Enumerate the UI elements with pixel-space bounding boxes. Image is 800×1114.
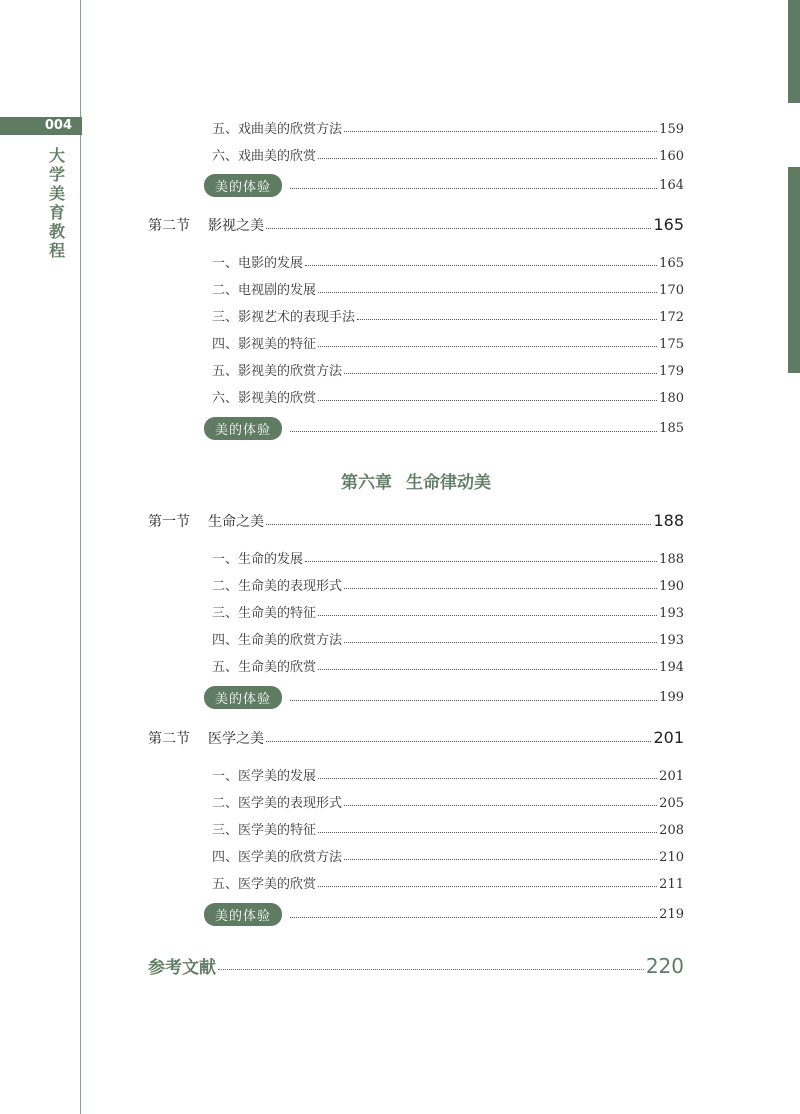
- chapter-title[interactable]: 第六章 生命律动美: [341, 473, 491, 493]
- references-page: 220: [645, 954, 684, 978]
- toc-entry-label: 一、生命的发展: [212, 552, 304, 567]
- toc-entry-label: 二、医学美的表现形式: [212, 796, 343, 811]
- toc-entry-page: 193: [659, 633, 684, 648]
- toc-entry[interactable]: [212, 279, 684, 298]
- toc-entry[interactable]: [212, 333, 684, 352]
- toc-entry-label: 六、影视美的欣赏: [212, 391, 317, 406]
- experience-entry[interactable]: [204, 417, 684, 440]
- experience-badge: 美的体验: [204, 417, 282, 440]
- toc-entry-page: 165: [659, 256, 684, 271]
- section-number: 第二节: [148, 218, 190, 234]
- toc-entry-label: 二、电视剧的发展: [212, 283, 317, 298]
- toc-entry-label: 五、医学美的欣赏: [212, 877, 317, 892]
- toc-entry-label: 二、生命美的表现形式: [212, 579, 343, 594]
- edge-tab-middle: [788, 167, 800, 373]
- section-number: 第一节: [148, 514, 190, 530]
- toc-entry[interactable]: [212, 873, 684, 892]
- dot-leader: [318, 777, 657, 779]
- toc-entry-page: 199: [659, 690, 684, 705]
- dot-leader: [318, 614, 657, 616]
- dot-leader: [318, 668, 657, 670]
- toc-entry-page: 179: [659, 364, 684, 379]
- toc-entry-page: 210: [659, 850, 684, 865]
- dot-leader: [344, 130, 657, 132]
- toc-entry[interactable]: [212, 575, 684, 594]
- toc-entry[interactable]: [212, 819, 684, 838]
- experience-entry[interactable]: [204, 903, 684, 926]
- dot-leader: [305, 264, 657, 266]
- toc-entry-label: 三、医学美的特征: [212, 823, 317, 838]
- section-heading[interactable]: [148, 728, 684, 748]
- section-title: 影视之美: [208, 218, 264, 234]
- dot-leader: [266, 523, 651, 525]
- edge-tab-top: [788, 0, 800, 103]
- dot-leader: [218, 968, 644, 970]
- section-number: 第二节: [148, 731, 190, 747]
- toc-entry-page: 175: [659, 337, 684, 352]
- dot-leader: [266, 227, 651, 229]
- dot-leader: [266, 740, 651, 742]
- section-page: 188: [653, 511, 684, 530]
- toc-entry[interactable]: [212, 252, 684, 271]
- experience-entry[interactable]: [204, 686, 684, 709]
- toc-entry-label: 一、医学美的发展: [212, 769, 317, 784]
- toc-entry-label: 五、影视美的欣赏方法: [212, 364, 343, 379]
- toc-entry[interactable]: [212, 846, 684, 865]
- toc-entry-label: 五、生命美的欣赏: [212, 660, 317, 675]
- dot-leader: [305, 560, 657, 562]
- toc-entry-page: 180: [659, 391, 684, 406]
- toc-entry[interactable]: [212, 118, 684, 137]
- toc-entry-label: 三、影视艺术的表现手法: [212, 310, 356, 325]
- dot-leader: [344, 587, 657, 589]
- toc-entry-page: 205: [659, 796, 684, 811]
- toc-entry[interactable]: [212, 792, 684, 811]
- toc-entry-label: 五、戏曲美的欣赏方法: [212, 122, 343, 137]
- toc-entry-label: 一、电影的发展: [212, 256, 304, 271]
- toc-entry-page: 219: [659, 907, 684, 922]
- toc-entry-label: 四、医学美的欣赏方法: [212, 850, 343, 865]
- book-title-vertical: 大学美育教程: [48, 146, 65, 260]
- section-title: 医学之美: [208, 731, 264, 747]
- toc-entry[interactable]: [212, 387, 684, 406]
- section-page: 165: [653, 215, 684, 234]
- dot-leader: [318, 885, 657, 887]
- experience-badge: 美的体验: [204, 174, 282, 197]
- toc-entry-page: 160: [659, 149, 684, 164]
- section-page: 201: [653, 728, 684, 747]
- experience-entry[interactable]: [204, 174, 684, 197]
- toc-entry-page: 208: [659, 823, 684, 838]
- toc-entry[interactable]: [212, 548, 684, 567]
- toc-entry-page: 159: [659, 122, 684, 137]
- dot-leader: [344, 372, 657, 374]
- toc-entry-page: 172: [659, 310, 684, 325]
- section-title: 生命之美: [208, 514, 264, 530]
- toc-entry[interactable]: [212, 656, 684, 675]
- dot-leader: [290, 430, 657, 432]
- toc-entry[interactable]: [212, 360, 684, 379]
- dot-leader: [357, 318, 657, 320]
- dot-leader: [318, 157, 657, 159]
- toc-entry-page: 194: [659, 660, 684, 675]
- toc-entry-label: 三、生命美的特征: [212, 606, 317, 621]
- dot-leader: [344, 858, 657, 860]
- dot-leader: [344, 641, 657, 643]
- toc-entry-page: 211: [659, 877, 684, 892]
- experience-badge: 美的体验: [204, 686, 282, 709]
- toc-entry[interactable]: [212, 629, 684, 648]
- toc-entry-label: 四、生命美的欣赏方法: [212, 633, 343, 648]
- dot-leader: [318, 399, 657, 401]
- toc-entry[interactable]: [212, 306, 684, 325]
- toc-entry-page: 188: [659, 552, 684, 567]
- margin-rule: [80, 0, 81, 1114]
- toc-entry-label: 六、戏曲美的欣赏: [212, 149, 317, 164]
- toc-entry[interactable]: [212, 602, 684, 621]
- toc-entry-page: 185: [659, 421, 684, 436]
- experience-badge: 美的体验: [204, 903, 282, 926]
- dot-leader: [344, 804, 657, 806]
- toc-entry-page: 190: [659, 579, 684, 594]
- toc-entry-page: 170: [659, 283, 684, 298]
- dot-leader: [290, 187, 657, 189]
- toc-entry[interactable]: [212, 145, 684, 164]
- toc-entry-page: 193: [659, 606, 684, 621]
- toc-entry[interactable]: [212, 765, 684, 784]
- section-heading[interactable]: [148, 215, 684, 235]
- section-heading[interactable]: [148, 511, 684, 531]
- dot-leader: [318, 345, 657, 347]
- page-number: 004: [0, 117, 82, 135]
- dot-leader: [318, 291, 657, 293]
- dot-leader: [318, 831, 657, 833]
- references-entry[interactable]: [148, 953, 684, 978]
- toc-entry-label: 四、影视美的特征: [212, 337, 317, 352]
- dot-leader: [290, 916, 657, 918]
- dot-leader: [290, 699, 657, 701]
- references-label: 参考文献: [148, 958, 216, 978]
- toc-entry-page: 164: [659, 178, 684, 193]
- toc-entry-page: 201: [659, 769, 684, 784]
